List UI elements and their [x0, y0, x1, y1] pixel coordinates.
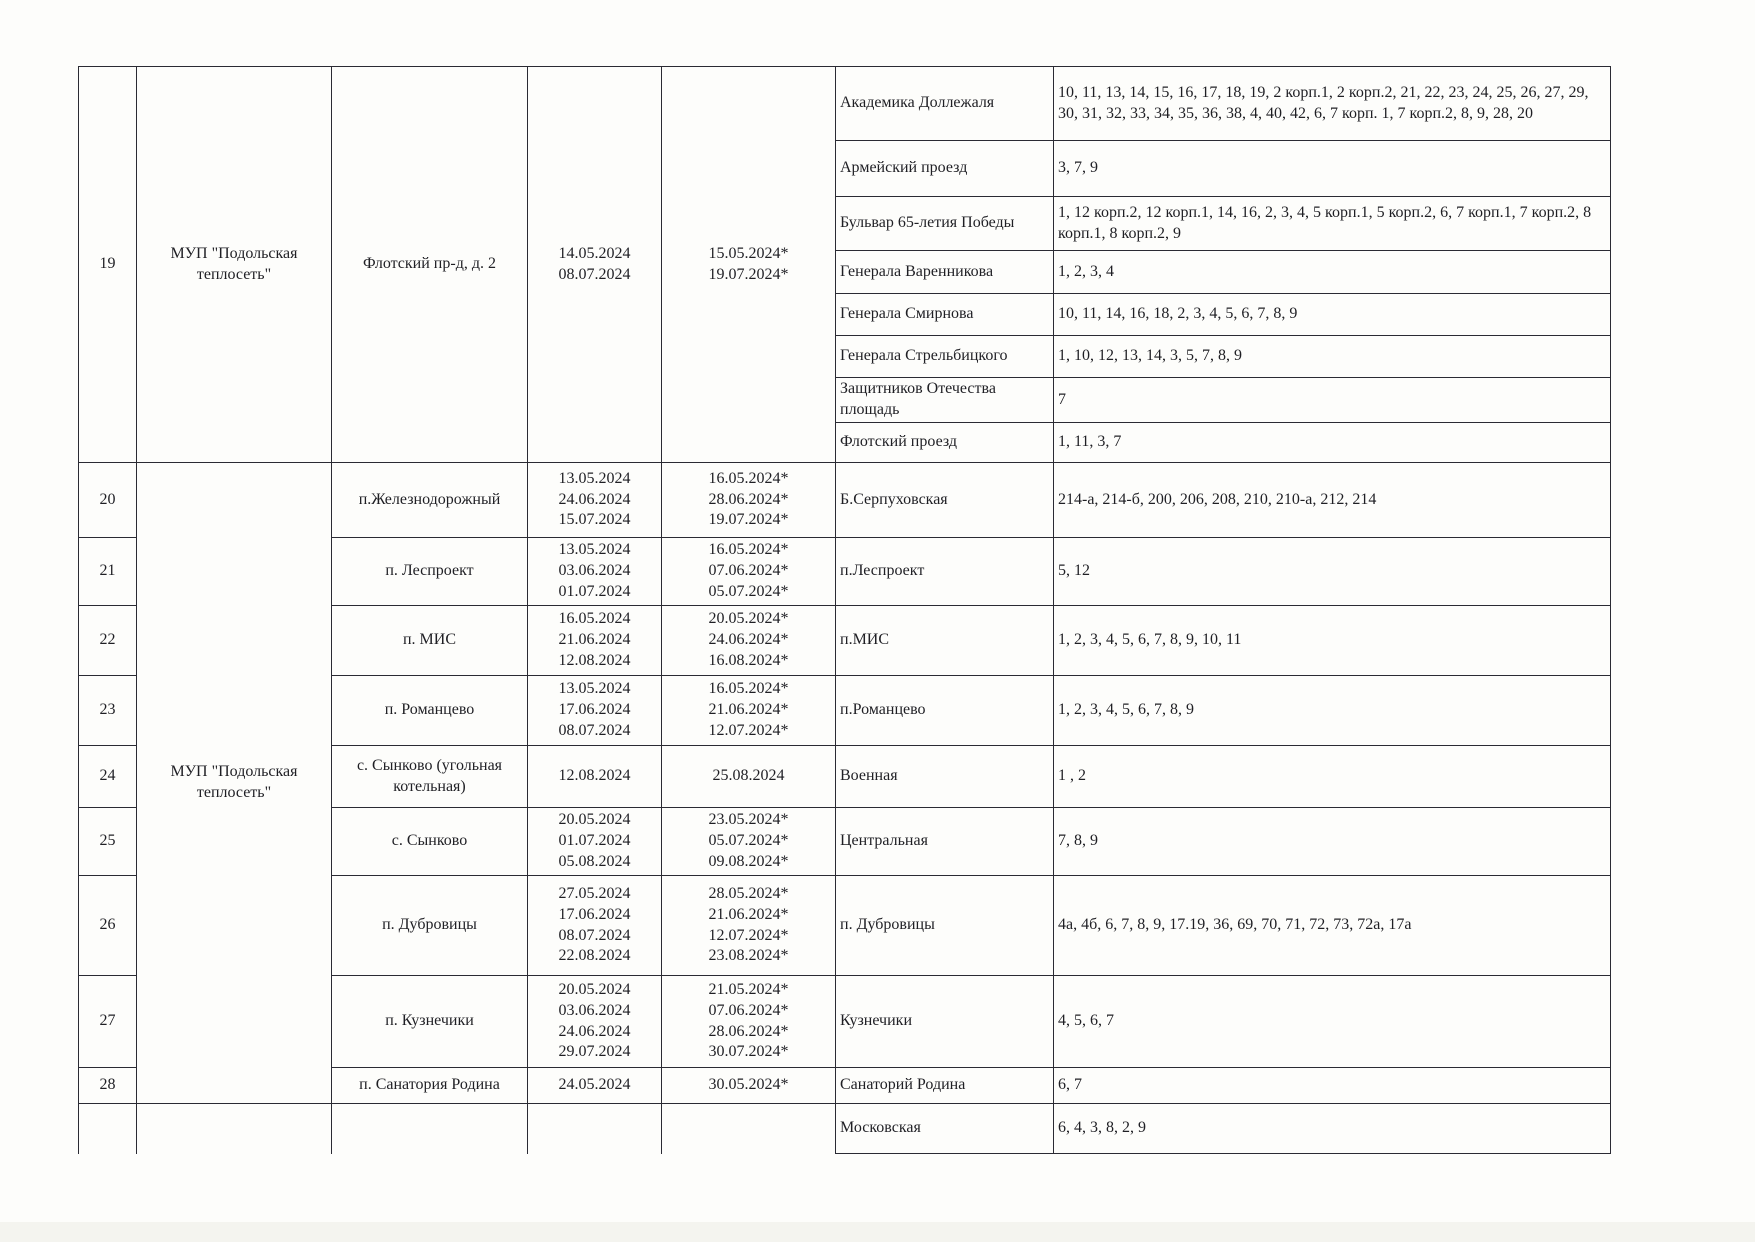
start-date: 08.07.2024	[558, 926, 631, 944]
start-date: 12.08.2024	[558, 651, 631, 669]
source-cell: п. Кузнечики	[332, 976, 528, 1068]
source-cell: Флотский пр-д, д. 2	[332, 67, 528, 463]
start-dates-cell	[528, 463, 662, 538]
row-number: 22	[79, 606, 137, 676]
row-number: 19	[79, 67, 137, 463]
street-cell: Генерала Варенникова	[836, 251, 1054, 294]
start-date: 21.06.2024	[558, 631, 631, 649]
street-cell: п.Леспроект	[836, 538, 1054, 606]
end-date: 19.07.2024*	[708, 511, 789, 529]
schedule-table	[78, 66, 1611, 1154]
houses-cell: 214-а, 214-б, 200, 206, 208, 210, 210-а, 212, 214	[1054, 463, 1611, 538]
start-date: 08.07.2024	[558, 721, 631, 739]
start-date: 01.07.2024	[558, 582, 631, 600]
end-date: 20.05.2024*	[708, 610, 789, 628]
start-date: 13.05.2024	[558, 680, 631, 698]
row-number: 25	[79, 808, 137, 876]
start-dates-cell: 24.05.2024	[528, 1068, 662, 1104]
houses-cell: 10, 11, 13, 14, 15, 16, 17, 18, 19, 2 корп.1, 2 корп.2, 21, 22, 23, 24, 25, 26, 27, 29, 30, 31, 32, 33, 34, 35, 36, 38, 4, 40, 42, 6, 7 корп. 1, 7 корп.2, 8, 9, 28, 20	[1054, 67, 1611, 141]
street-cell: Б.Серпуховская	[836, 463, 1054, 538]
row-number: 23	[79, 676, 137, 746]
houses-cell: 6, 7	[1054, 1068, 1611, 1104]
street-cell: Армейский проезд	[836, 141, 1054, 197]
start-dates-cell	[528, 808, 662, 876]
end-dates-cell	[662, 976, 836, 1068]
source-cell: с. Сынково	[332, 808, 528, 876]
source-cell: п. Леспроект	[332, 538, 528, 606]
end-date: 12.07.2024*	[708, 721, 789, 739]
start-dates-cell	[528, 606, 662, 676]
organization-cell: МУП "Подольская теплосеть"	[137, 67, 332, 463]
end-dates-cell	[662, 1104, 836, 1154]
end-date: 23.08.2024*	[708, 947, 789, 965]
end-date: 12.07.2024*	[708, 926, 789, 944]
end-dates-cell	[662, 606, 836, 676]
start-date: 03.06.2024	[558, 1001, 631, 1019]
end-date: 16.05.2024*	[708, 680, 789, 698]
street-cell: Бульвар 65-летия Победы	[836, 197, 1054, 251]
start-date: 16.05.2024	[558, 610, 631, 628]
houses-cell: 1 , 2	[1054, 746, 1611, 808]
start-date: 29.07.2024	[558, 1043, 631, 1061]
organization-cell: МУП "Подольская теплосеть"	[137, 463, 332, 1104]
end-date: 21.06.2024*	[708, 905, 789, 923]
end-date: 07.06.2024*	[708, 1001, 789, 1019]
row-number	[79, 1104, 137, 1154]
houses-cell: 1, 2, 3, 4, 5, 6, 7, 8, 9, 10, 11	[1054, 606, 1611, 676]
end-date: 24.06.2024*	[708, 631, 789, 649]
street-cell: Защитников Отечества площадь	[836, 378, 1054, 423]
street-cell: п.Романцево	[836, 676, 1054, 746]
houses-cell: 1, 2, 3, 4	[1054, 251, 1611, 294]
table-row	[79, 67, 1611, 141]
end-date: 07.06.2024*	[708, 562, 789, 580]
source-cell: п. Дубровицы	[332, 876, 528, 976]
start-date: 14.05.2024	[558, 244, 631, 262]
end-date: 05.07.2024*	[708, 582, 789, 600]
houses-cell: 4, 5, 6, 7	[1054, 976, 1611, 1068]
row-number: 24	[79, 746, 137, 808]
start-date: 17.06.2024	[558, 905, 631, 923]
houses-cell: 4а, 4б, 6, 7, 8, 9, 17.19, 36, 69, 70, 71, 72, 73, 72а, 17а	[1054, 876, 1611, 976]
start-date: 13.05.2024	[558, 541, 631, 559]
source-cell: п.Железнодорожный	[332, 463, 528, 538]
houses-cell: 1, 2, 3, 4, 5, 6, 7, 8, 9	[1054, 676, 1611, 746]
source-cell	[332, 1104, 528, 1154]
source-cell: с. Сынково (угольная котельная)	[332, 746, 528, 808]
start-date: 15.07.2024	[558, 511, 631, 529]
start-date: 17.06.2024	[558, 701, 631, 719]
end-date: 30.07.2024*	[708, 1043, 789, 1061]
start-date: 24.06.2024	[558, 1022, 631, 1040]
table-row	[79, 1104, 1611, 1154]
start-date: 05.08.2024	[558, 852, 631, 870]
houses-cell: 10, 11, 14, 16, 18, 2, 3, 4, 5, 6, 7, 8, 9	[1054, 294, 1611, 336]
end-dates-cell: 30.05.2024*	[662, 1068, 836, 1104]
street-cell: п.МИС	[836, 606, 1054, 676]
end-date: 23.05.2024*	[708, 811, 789, 829]
houses-cell: 1, 11, 3, 7	[1054, 423, 1611, 463]
start-dates-cell	[528, 1104, 662, 1154]
start-dates-cell: 12.08.2024	[528, 746, 662, 808]
start-dates-cell	[528, 538, 662, 606]
end-date: 28.05.2024*	[708, 884, 789, 902]
row-number: 28	[79, 1068, 137, 1104]
start-date: 20.05.2024	[558, 811, 631, 829]
row-number: 27	[79, 976, 137, 1068]
end-dates-cell	[662, 676, 836, 746]
start-dates-cell	[528, 876, 662, 976]
end-dates-cell	[662, 876, 836, 976]
start-dates-cell	[528, 676, 662, 746]
houses-cell: 5, 12	[1054, 538, 1611, 606]
page-bottom-margin	[0, 1222, 1755, 1242]
houses-cell: 3, 7, 9	[1054, 141, 1611, 197]
end-dates-cell	[662, 808, 836, 876]
end-date: 05.07.2024*	[708, 832, 789, 850]
houses-cell: 7, 8, 9	[1054, 808, 1611, 876]
houses-cell: 1, 12 корп.2, 12 корп.1, 14, 16, 2, 3, 4, 5 корп.1, 5 корп.2, 6, 7 корп.1, 7 корп.2, 8 корп.1, 8 корп.2, 9	[1054, 197, 1611, 251]
end-dates-cell	[662, 463, 836, 538]
end-dates-cell	[662, 67, 836, 463]
end-dates-cell	[662, 538, 836, 606]
source-cell: п. Романцево	[332, 676, 528, 746]
end-date: 09.08.2024*	[708, 852, 789, 870]
row-number: 20	[79, 463, 137, 538]
end-date: 21.05.2024*	[708, 980, 789, 998]
row-number: 21	[79, 538, 137, 606]
start-dates-cell	[528, 976, 662, 1068]
start-dates-cell	[528, 67, 662, 463]
street-cell: Флотский проезд	[836, 423, 1054, 463]
start-date: 24.06.2024	[558, 490, 631, 508]
end-date: 21.06.2024*	[708, 701, 789, 719]
street-cell: Кузнечики	[836, 976, 1054, 1068]
source-cell: п. Санатория Родина	[332, 1068, 528, 1104]
end-date: 15.05.2024*	[708, 244, 789, 262]
end-dates-cell: 25.08.2024	[662, 746, 836, 808]
street-cell: п. Дубровицы	[836, 876, 1054, 976]
source-cell: п. МИС	[332, 606, 528, 676]
end-date: 28.06.2024*	[708, 490, 789, 508]
street-cell: Генерала Смирнова	[836, 294, 1054, 336]
end-date: 16.05.2024*	[708, 469, 789, 487]
street-cell: Санаторий Родина	[836, 1068, 1054, 1104]
start-date: 01.07.2024	[558, 832, 631, 850]
street-cell: Центральная	[836, 808, 1054, 876]
start-date: 22.08.2024	[558, 947, 631, 965]
row-number: 26	[79, 876, 137, 976]
end-date: 19.07.2024*	[708, 265, 789, 283]
end-date: 28.06.2024*	[708, 1022, 789, 1040]
end-date: 16.08.2024*	[708, 651, 789, 669]
start-date: 13.05.2024	[558, 469, 631, 487]
houses-cell: 6, 4, 3, 8, 2, 9	[1054, 1104, 1611, 1154]
houses-cell: 1, 10, 12, 13, 14, 3, 5, 7, 8, 9	[1054, 336, 1611, 378]
start-date: 08.07.2024	[558, 265, 631, 283]
start-date: 03.06.2024	[558, 562, 631, 580]
street-cell: Академика Доллежаля	[836, 67, 1054, 141]
street-cell: Генерала Стрельбицкого	[836, 336, 1054, 378]
street-cell: Московская	[836, 1104, 1054, 1154]
start-date: 20.05.2024	[558, 980, 631, 998]
organization-cell	[137, 1104, 332, 1154]
houses-cell: 7	[1054, 378, 1611, 423]
end-date: 16.05.2024*	[708, 541, 789, 559]
street-cell: Военная	[836, 746, 1054, 808]
start-date: 27.05.2024	[558, 884, 631, 902]
table-row	[79, 463, 1611, 538]
